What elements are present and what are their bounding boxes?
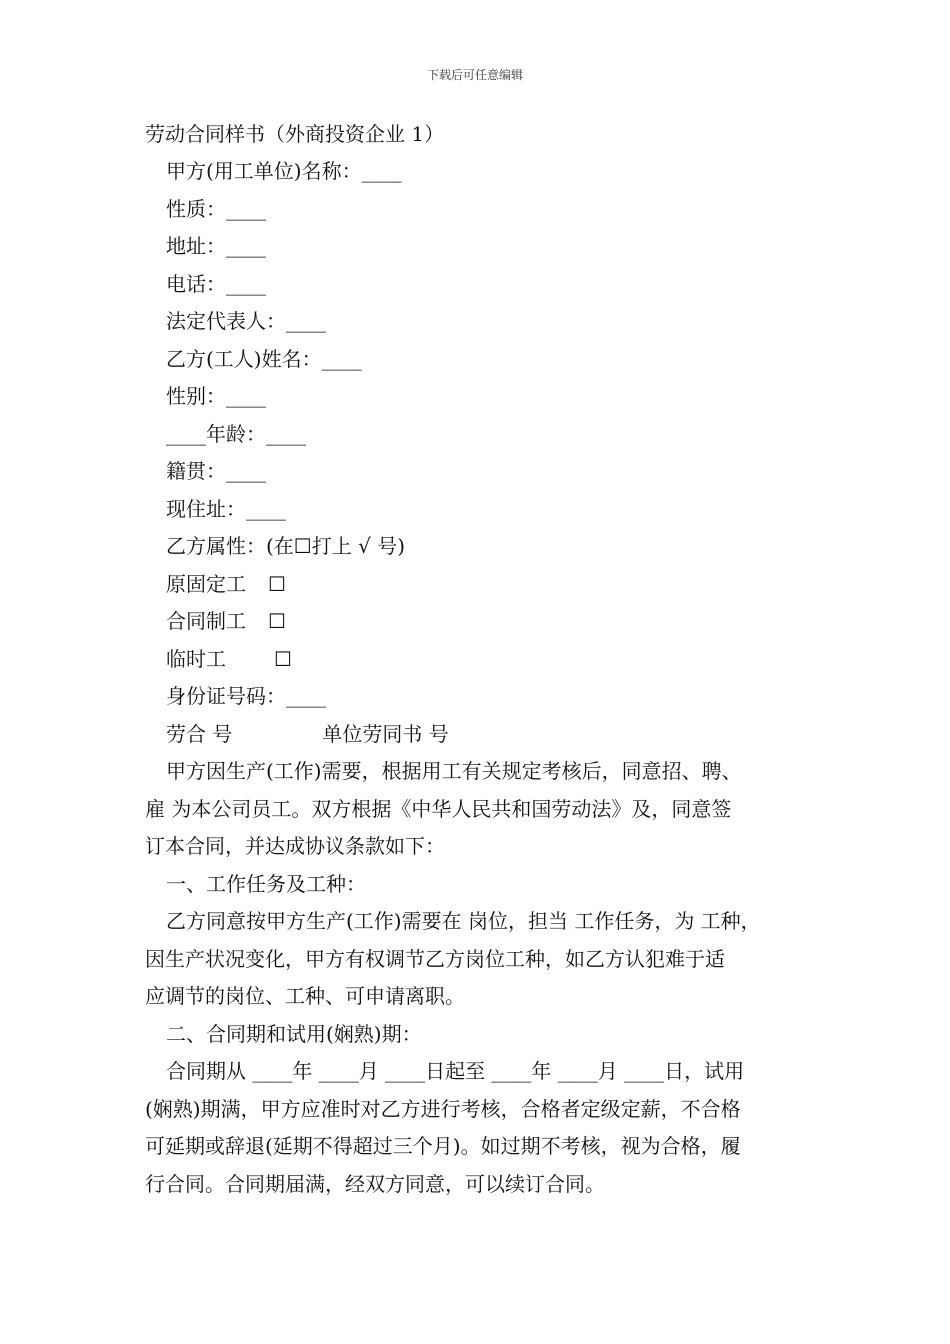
checkbox-icon[interactable]: ☐ <box>268 571 286 596</box>
contract-number-right: 单位劳同书 号 <box>322 721 449 746</box>
field-gender: 性别：____ <box>166 384 266 408</box>
field-age: ____年龄：____ <box>166 421 306 446</box>
section-heading-1: 一、工作任务及工种： <box>166 871 366 896</box>
contract-document <box>145 116 815 1203</box>
paragraph-line: 乙方同意按甲方生产(工作)需要在 岗位，担当 工作任务，为 工种， <box>166 909 761 933</box>
checkbox-icon[interactable]: ☐ <box>268 609 286 633</box>
option-label: 原固定工 <box>166 571 246 596</box>
field-phone: 电话：____ <box>166 271 266 296</box>
option-temporary-worker <box>145 641 815 679</box>
field-nature: 性质：____ <box>166 196 266 221</box>
section-2-paragraph <box>145 1053 815 1203</box>
paragraph-line: 应调节的岗位、工种、可申请离职。 <box>145 984 465 1008</box>
paragraph-line: 订本合同，并达成协议条款如下： <box>145 834 445 858</box>
section-heading-2: 二、合同期和试用(娴熟)期： <box>166 1021 422 1046</box>
contract-number-left: 劳合 号 <box>166 721 233 746</box>
paragraph-line: 行合同。合同期届满，经双方同意，可以续订合同。 <box>145 1171 605 1196</box>
field-employer-name: 甲方(用工单位)名称：____ <box>166 159 402 183</box>
field-current-address: 现住址：____ <box>166 496 286 521</box>
option-label: 临时工 <box>166 646 226 671</box>
field-address: 地址：____ <box>166 234 266 258</box>
field-worker-type: 乙方属性：(在☐打上 √ 号) <box>166 534 405 558</box>
field-hometown: 籍贯：____ <box>166 459 266 483</box>
page-header-note: 下载后可任意编辑 <box>426 68 523 82</box>
contract-number-line <box>145 716 815 754</box>
paragraph-line: 合同期从 ____年 ____月 ____日起至 ____年 ____月 ____日，试用 <box>166 1059 745 1083</box>
document-title: 劳动合同样书（外商投资企业 1） <box>145 122 445 146</box>
field-legal-rep: 法定代表人：____ <box>166 309 326 333</box>
option-label: 合同制工 <box>166 609 246 633</box>
paragraph-line: 雇 为本公司员工。双方根据《中华人民共和国劳动法》及，同意签 <box>145 796 732 821</box>
paragraph-line: 可延期或辞退(延期不得超过三个月)。如过期不考核，视为合格，履 <box>145 1134 741 1158</box>
field-worker-name: 乙方(工人)姓名：____ <box>166 346 362 371</box>
intro-paragraph <box>145 753 815 866</box>
paragraph-line: (娴熟)期满，甲方应准时对乙方进行考核，合格者定级定薪，不合格 <box>145 1096 741 1121</box>
checkbox-icon[interactable]: ☐ <box>274 646 292 671</box>
option-contract-worker <box>145 603 815 641</box>
option-permanent-worker <box>145 566 815 604</box>
field-id-number: 身份证号码：____ <box>166 684 326 708</box>
paragraph-line: 甲方因生产(工作)需要，根据用工有关规定考核后，同意招、聘、 <box>166 759 742 783</box>
section-1-paragraph <box>145 903 815 1016</box>
paragraph-line: 因生产状况变化，甲方有权调节乙方岗位工种，如乙方认犯难于适 <box>145 946 725 971</box>
